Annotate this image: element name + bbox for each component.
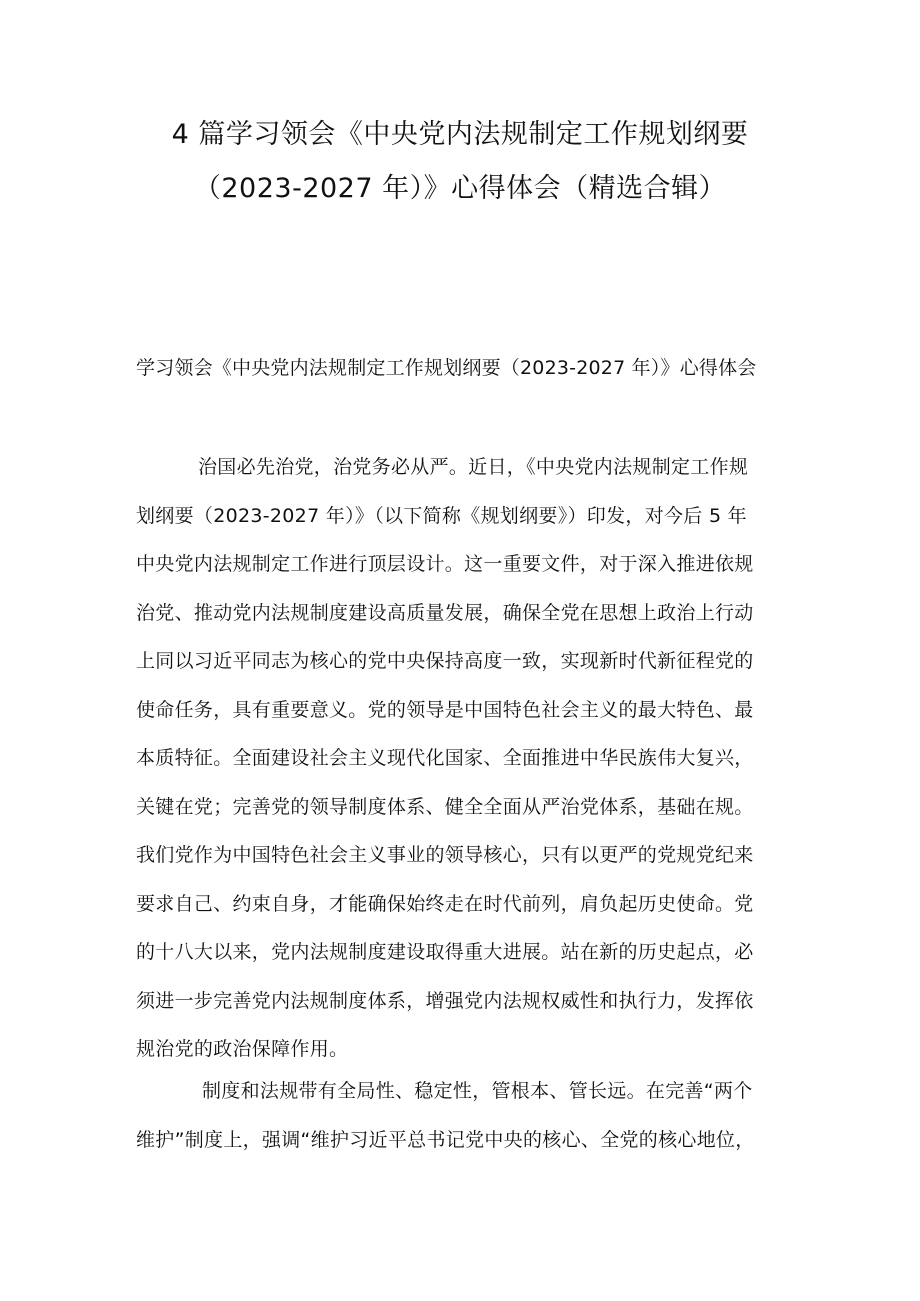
paragraph-line: 上同以习近平同志为核心的党中央保持高度一致，实现新时代新征程党的 [136, 650, 754, 672]
paragraph-line: 的十八大以来，党内法规制度建设取得重大进展。站在新的历史起点，必 [136, 941, 754, 963]
paragraph-line: 维护”制度上，强调“维护习近平总书记党中央的核心、全党的核心地位， [136, 1128, 755, 1151]
paragraph-line: 关键在党；完善党的领导制度体系、健全全面从严治党体系，基础在规。 [136, 795, 754, 818]
paragraph-line: 要求自己、约束自身，才能确保始终走在时代前列，肩负起历史使命。党 [136, 892, 754, 915]
paragraph-line: 使命任务，具有重要意义。党的领导是中国特色社会主义的最大特色、最 [136, 698, 754, 721]
paragraph-line: 规治党的政治保障作用。 [136, 1038, 349, 1060]
paragraph-line: 本质特征。全面建设社会主义现代化国家、全面推进中华民族伟大复兴， [136, 747, 754, 769]
paragraph-line: 治党、推动党内法规制度建设高质量发展，确保全党在思想上政治上行动 [136, 601, 754, 624]
document-title [120, 108, 800, 216]
paragraph-line: 须进一步完善党内法规制度体系，增强党内法规权威性和执行力，发挥依 [136, 989, 754, 1012]
paragraph-line: 我们党作为中国特色社会主义事业的领导核心，只有以更严的党规党纪来 [136, 844, 754, 866]
title-line-1: 4 篇学习领会《中央党内法规制定工作规划纲要 [171, 119, 749, 150]
paragraph-line: 制度和法规带有全局性、稳定性，管根本、管长远。在完善“两个 [202, 1080, 753, 1102]
paragraph-1 [136, 443, 790, 1074]
paragraph-line: 治国必先治党，治党务必从严。近日，《中央党内法规制定工作规 [198, 456, 749, 478]
paragraph-line: 划纲要（2023-2027 年）》（以下简称《规划纲要》）印发，对今后 5 年 [136, 504, 747, 527]
paragraph-line: 中央党内法规制定工作进行顶层设计。这一重要文件，对于深入推进依规 [136, 553, 754, 575]
paragraph-2 [136, 1067, 790, 1164]
title-line-2: （2023-2027 年）》心得体会（精选合辑） [193, 173, 727, 204]
article-subtitle: 学习领会《中央党内法规制定工作规划纲要（2023-2027 年）》心得体会 [136, 357, 757, 379]
